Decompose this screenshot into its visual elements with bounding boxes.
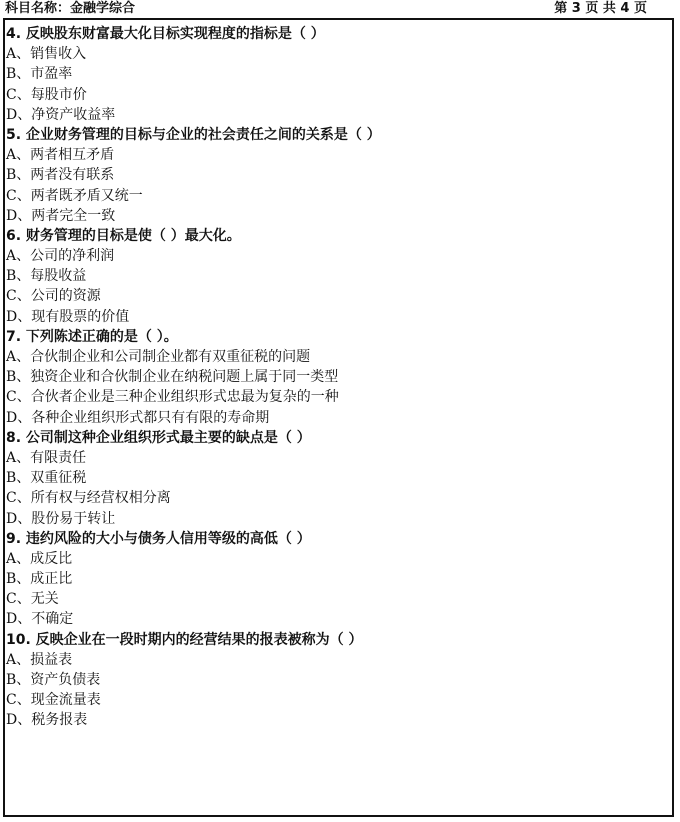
question-list (6, 24, 381, 731)
answer-option: B、两者没有联系 (6, 167, 115, 184)
answer-option: C、两者既矛盾又统一 (6, 187, 143, 204)
question-stem: 7. 下列陈述正确的是（ ）。 (6, 328, 178, 345)
answer-option: A、销售收入 (6, 46, 87, 63)
answer-option: C、所有权与经营权相分离 (6, 490, 171, 507)
answer-option: B、独资企业和合伙制企业在纳税问题上属于同一类型 (6, 369, 339, 386)
question-stem: 8. 公司制这种企业组织形式最主要的缺点是（ ） (6, 429, 311, 446)
answer-option: A、合伙制企业和公司制企业都有双重征税的问题 (6, 349, 311, 365)
answer-option: B、资产负债表 (6, 672, 101, 688)
subject-name: 科目名称：金融学综合 (5, 1, 136, 16)
question-stem: 6. 财务管理的目标是使（ ）最大化。 (6, 227, 241, 244)
answer-option: D、税务报表 (6, 712, 88, 729)
answer-option: B、双重征税 (6, 470, 87, 487)
answer-option: C、无关 (6, 591, 59, 608)
page-number: 第 3 页 共 4 页 (554, 1, 647, 16)
answer-option: D、不确定 (6, 611, 74, 628)
answer-option: A、两者相互矛盾 (6, 147, 115, 164)
answer-option: A、公司的净利润 (6, 248, 115, 265)
question-stem: 5. 企业财务管理的目标与企业的社会责任之间的关系是（ ） (6, 126, 381, 143)
answer-option: B、每股收益 (6, 268, 87, 285)
answer-option: D、各种企业组织形式都只有有限的寿命期 (6, 409, 270, 426)
answer-option: A、有限责任 (6, 449, 87, 466)
answer-option: D、两者完全一致 (6, 207, 116, 224)
answer-option: D、现有股票的价值 (6, 308, 130, 325)
answer-option: A、成反比 (6, 550, 73, 567)
answer-option: B、市盈率 (6, 66, 73, 83)
answer-option: D、净资产收益率 (6, 106, 116, 123)
question-stem: 10. 反映企业在一段时期内的经营结果的报表被称为（ ） (6, 631, 363, 648)
question-stem: 9. 违约风险的大小与债务人信用等级的高低（ ） (6, 530, 311, 547)
answer-option: B、成正比 (6, 571, 73, 588)
question-stem: 4. 反映股东财富最大化目标实现程度的指标是（ ） (6, 26, 325, 42)
answer-option: C、合伙者企业是三种企业组织形式忠最为复杂的一种 (6, 389, 339, 406)
answer-option: D、股份易于转让 (6, 510, 116, 527)
page-header (5, 0, 673, 18)
answer-option: C、每股市价 (6, 86, 87, 103)
answer-option: C、公司的资源 (6, 288, 101, 305)
answer-option: A、损益表 (6, 651, 73, 668)
answer-option: C、现金流量表 (6, 692, 101, 709)
